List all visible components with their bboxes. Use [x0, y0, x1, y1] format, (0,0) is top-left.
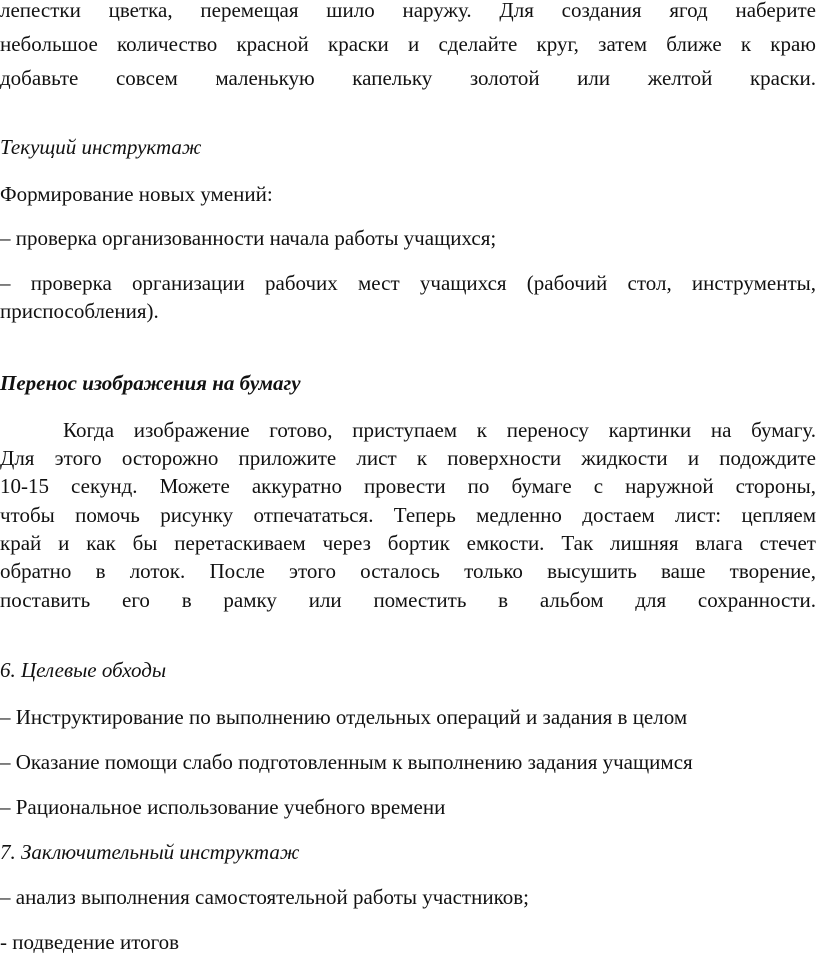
intro-line-3: добавьте совсем маленькую капельку золотой или желтой краски. [0, 66, 816, 90]
current-instruction-item-1: – проверка организованности начала работы учащихся; [0, 226, 497, 250]
final-instruction-item-1: – анализ выполнения самостоятельной работы участников; [0, 885, 529, 909]
final-instruction-heading: 7. Заключительный инструктаж [0, 840, 300, 864]
current-instruction-heading: Текущий инструктаж [0, 135, 202, 159]
final-instruction-item-2: - подведение итогов [0, 930, 180, 954]
transfer-line-4: чтобы помочь рисунку отпечататься. Теперь медленно достаем лист: цепляем [0, 503, 816, 527]
target-rounds-item-2: – Оказание помощи слабо подготовленным к выполнению задания учащимся [0, 750, 693, 774]
transfer-line-3: 10-15 секунд. Можете аккуратно провести по бумаге с наружной стороны, [0, 474, 816, 498]
current-instruction-item-2-line-2: приспособления). [0, 299, 159, 323]
current-instruction-item-2-line-1: – проверка организации рабочих мест учащихся (рабочий стол, инструменты, [0, 271, 816, 295]
transfer-line-1: Когда изображение готово, приступаем к переносу картинки на бумагу. [63, 418, 816, 442]
target-rounds-item-3: – Рациональное использование учебного времени [0, 795, 446, 819]
transfer-line-2: Для этого осторожно приложите лист к поверхности жидкости и подождите [0, 446, 816, 470]
transfer-line-5: край и как бы перетаскиваем через бортик емкости. Так лишняя влага стечет [0, 531, 816, 555]
target-rounds-item-1: – Инструктирование по выполнению отдельных операций и задания в целом [0, 705, 688, 729]
current-instruction-subheading: Формирование новых умений: [0, 182, 273, 206]
transfer-heading: Перенос изображения на бумагу [0, 371, 301, 395]
intro-line-1: лепестки цветка, перемещая шило наружу. Для создания ягод наберите [0, 0, 816, 22]
intro-line-2: небольшое количество красной краски и сделайте круг, затем ближе к краю [0, 32, 816, 56]
target-rounds-heading: 6. Целевые обходы [0, 658, 167, 682]
transfer-line-6: обратно в лоток. После этого осталось только высушить ваше творение, [0, 559, 816, 583]
transfer-line-7: поставить его в рамку или поместить в альбом для сохранности. [0, 588, 816, 612]
